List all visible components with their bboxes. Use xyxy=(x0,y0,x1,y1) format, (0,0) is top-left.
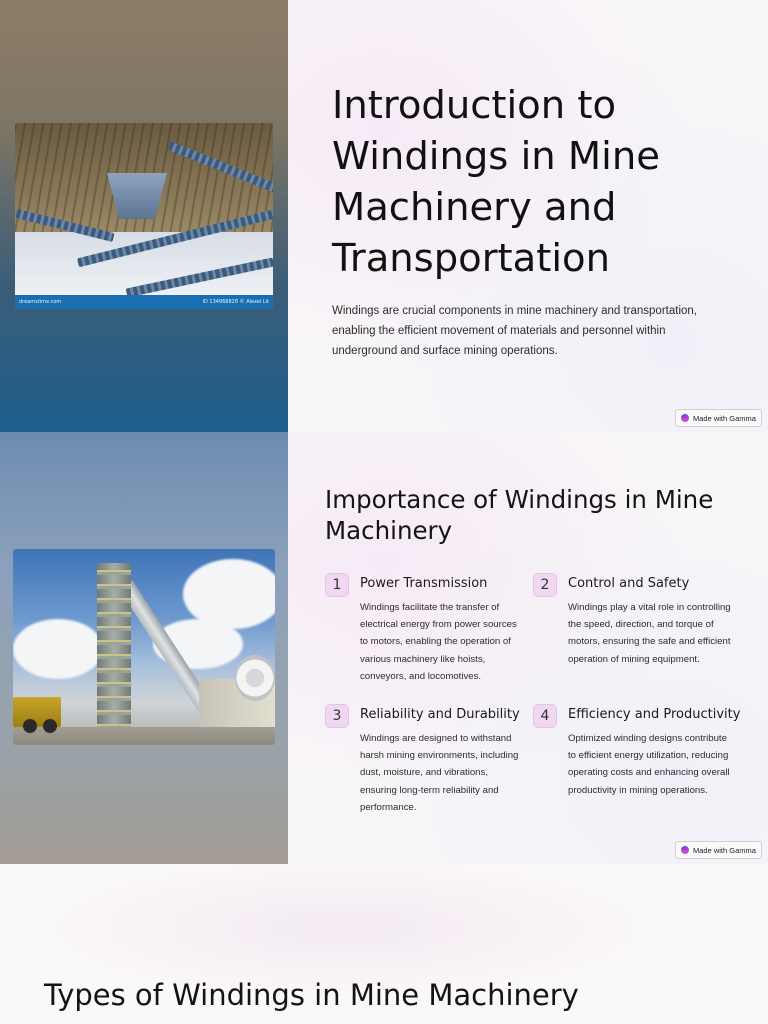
slide-title: Types of Windings in Mine Machinery xyxy=(44,978,579,1012)
photo-credit-bar xyxy=(15,295,273,309)
slide-introduction xyxy=(0,0,768,432)
made-with-gamma-badge[interactable] xyxy=(675,841,762,859)
gamma-logo-icon xyxy=(681,414,689,422)
feature-title: Reliability and Durability xyxy=(360,707,520,722)
slide-image-panel xyxy=(0,0,288,432)
slide-types xyxy=(0,864,768,1024)
feature-description: Optimized winding designs contribute to efficient energy utilization, reducing operating costs and enhancing overall productivity in mining operations. xyxy=(568,733,730,796)
feature-title: Control and Safety xyxy=(568,576,690,591)
feature-description: Windings facilitate the transfer of electrical energy from power sources to motors, enabling the operation of various machinery like hoists, conveyors, and locomotives. xyxy=(360,602,517,682)
feature-description: Windings play a vital role in controlling the speed, direction, and torque of motors, ensuring the safe and efficient operation of mining equipment. xyxy=(568,602,731,665)
slide-title: Introduction to Windings in Mine Machinery and Transportation xyxy=(332,83,660,281)
badge-label: Made with Gamma xyxy=(693,845,756,855)
feature-number: 2 xyxy=(533,573,557,597)
slide-importance xyxy=(0,432,768,864)
photo-id: ID 134968828 © Alexei Lit xyxy=(202,299,269,305)
slide-title: Importance of Windings in Mine Machinery xyxy=(325,485,714,545)
slide-image-panel xyxy=(0,432,288,864)
feature-title: Efficiency and Productivity xyxy=(568,707,741,722)
feature-number: 3 xyxy=(325,704,349,728)
feature-number: 1 xyxy=(325,573,349,597)
feature-number: 4 xyxy=(533,704,557,728)
slide-body-text: Windings are crucial components in mine machinery and transportation, enabling the efficient movement of materials and personnel within underground and surface mining operations. xyxy=(332,305,697,357)
feature-title: Power Transmission xyxy=(360,576,488,591)
photo-watermark: dreamstime.com xyxy=(19,299,62,305)
conveyor-plant-photo xyxy=(15,123,273,309)
feature-description: Windings are designed to withstand harsh mining environments, including dust, moisture, and vibrations, ensuring long-term reliability and performance. xyxy=(360,733,519,813)
badge-label: Made with Gamma xyxy=(693,413,756,423)
mining-elevator-photo xyxy=(13,549,275,745)
made-with-gamma-badge[interactable] xyxy=(675,409,762,427)
gamma-logo-icon xyxy=(681,846,689,854)
